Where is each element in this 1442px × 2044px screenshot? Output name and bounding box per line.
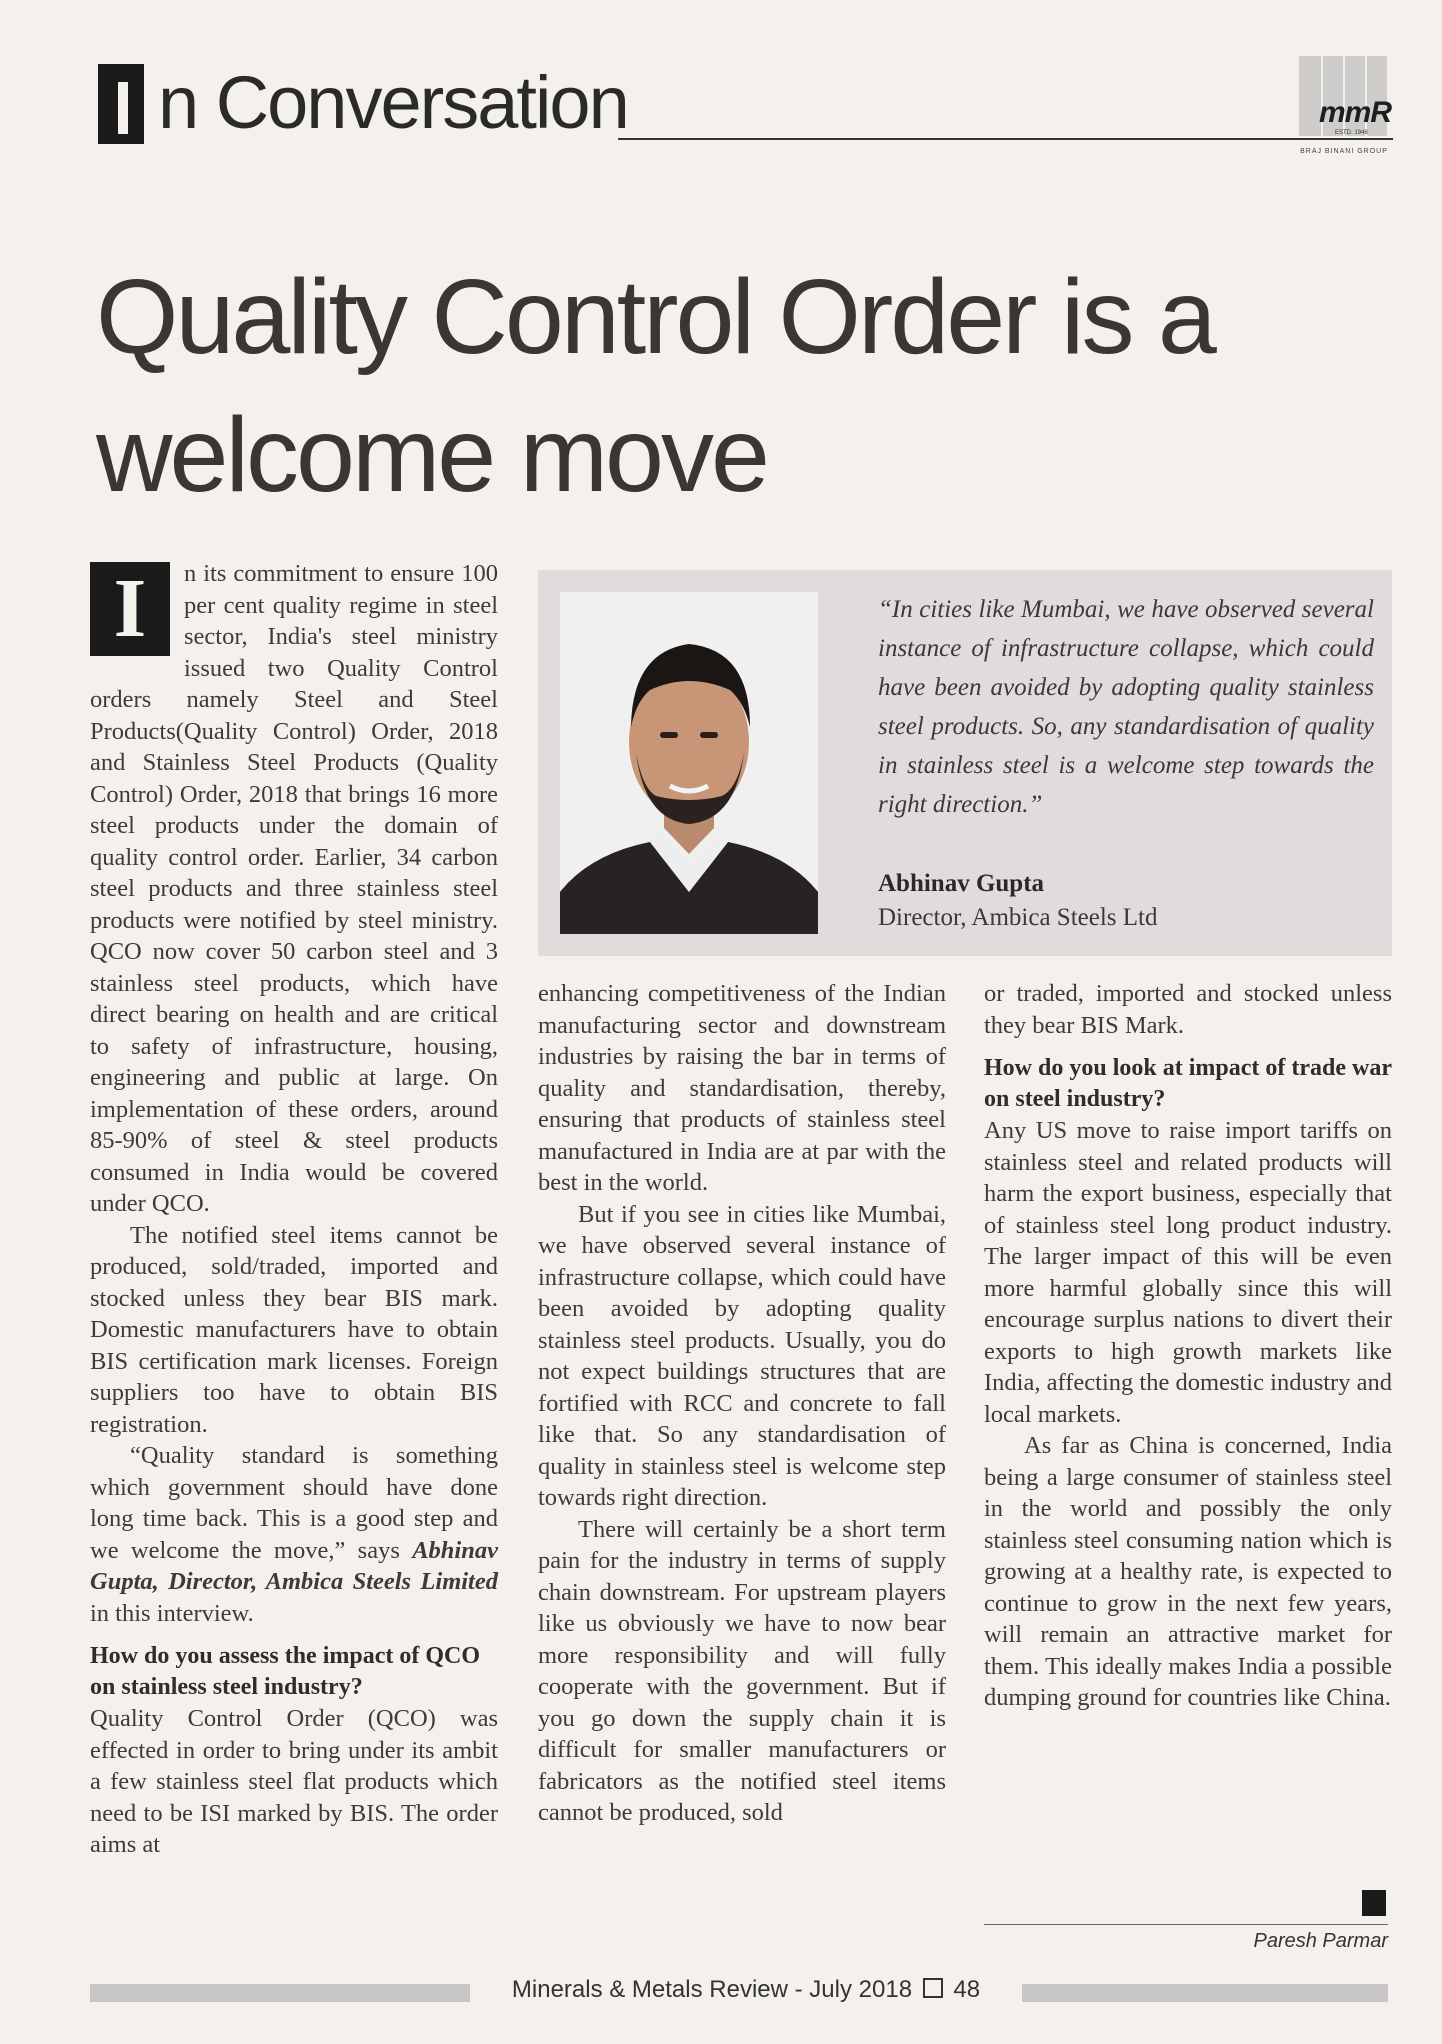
article-title — [96, 248, 1336, 524]
column-3 — [984, 978, 1392, 1714]
title-line-2: welcome move — [96, 396, 767, 514]
answer-1-paragraph-3-end: or traded, imported and stocked unless they bear BIS Mark. — [984, 980, 1392, 1039]
page-number: 48 — [953, 1976, 981, 2003]
paragraph-3: “Quality standard is something which government should have done long time back. This is a good step and we welcome the move,” says Abhinav Gupta, Director, Ambica Steels Limited in this interview. — [90, 1442, 498, 1627]
pull-quote-role: Director, Ambica Steels Ltd — [878, 904, 1158, 931]
logo-estd: ESTD. 1948 — [1335, 130, 1368, 136]
logo-group-name: BRAJ BINANI GROUP — [1300, 148, 1388, 155]
interviewee-name: Abhinav Gupta, Director, Ambica Steels Limited — [90, 1536, 498, 1595]
section-header — [98, 60, 1298, 146]
question-2: How do you look at impact of trade war on steel industry? — [984, 1055, 1392, 1112]
answer-1-paragraph-3: There will certainly be a short term pain for the industry in terms of supply chain downstream. For upstream players like us obviously we have to now bear more responsibility and will fully cooperate with the government. But if you go down the supply chain it is difficult for smaller manufacturers or fabricators as the notified steel items cannot be produced, sold — [538, 1515, 946, 1826]
section-label: n Conversation — [158, 61, 628, 144]
title-line-1: Quality Control Order is a — [96, 258, 1214, 376]
column-1 — [90, 558, 498, 1861]
section-rule — [618, 138, 1393, 140]
pull-quote-author: Abhinav Gupta — [878, 870, 1045, 897]
pull-quote-box — [538, 570, 1392, 956]
publisher-logo — [1295, 56, 1393, 160]
page-footer — [478, 1976, 1014, 2004]
lead-paragraph — [90, 558, 498, 1220]
answer-2-paragraph-1: Any US move to raise import tariffs on stainless steel and related products will harm the export business, especially that of stainless steel long product industry. The larger impact of this will be even more harmful globally since this will encourage surplus nations to divert their exports to high growth markets like India, affecting the domestic industry and local markets. — [984, 1117, 1392, 1428]
answer-1-paragraph-2: But if you see in cities like Mumbai, we have observed several instance of infrastructure collapse, which could have been avoided by adopting quality stainless steel products. Usually, you do not expect buildings structures that are fortified with RCC and concrete to fall like that. So any standardisation of quality in stainless steel is welcome step towards right direction. — [538, 1200, 946, 1511]
answer-1-part-1: Quality Control Order (QCO) was effected in order to bring under its ambit a few stainless steel flat products which need to be ISI marked by BIS. The order aims at — [90, 1705, 498, 1858]
end-mark — [1362, 1890, 1386, 1916]
publication-name: Minerals & Metals Review - July 2018 — [511, 1976, 913, 2003]
interviewee-photo — [560, 592, 818, 934]
author-credit: Paresh Parmar — [1253, 1930, 1388, 1952]
pull-quote-text: “In cities like Mumbai, we have observed several instance of infrastructure collapse, which could have been avoided by adopting quality stainless steel products. So, any standardisation of quality in stainless steel is a welcome step towards the right direction.” — [878, 596, 1374, 818]
lead-text: n its commitment to ensure 100 per cent quality regime in steel sector, India's steel ministry issued two Quality Control orders namely Steel and Steel Products(Quality Control) Order, 2018 and Stainless Steel Products (Quality Control) Order, 2018 that brings 16 more steel products under the domain of quality control order. Earlier, 34 carbon steel products and three stainless steel products were notified by steel ministry. QCO now cover 50 carbon steel and 3 stainless steel products, which have direct bearing on health and are critical to safety of infrastructure, housing, engineering and public at large. On implementation of these orders, around 85-90% of steel & steel products consumed in India would be covered under QCO. — [90, 560, 498, 1217]
logo-mark: mmR — [1318, 96, 1391, 129]
footer-bar-left — [90, 1984, 470, 2002]
author-rule — [984, 1924, 1388, 1925]
section-initial-block — [98, 64, 144, 144]
paragraph-2: The notified steel items cannot be produced, sold/traded, imported and stocked unless they bear BIS mark. Domestic manufacturers have to obtain BIS certification mark licenses. Foreign suppliers too have to obtain BIS registration. — [90, 1221, 498, 1438]
question-1: How do you assess the impact of QCO on stainless steel industry? — [90, 1643, 481, 1700]
answer-2-paragraph-2: As far as China is concerned, India being a large consumer of stainless steel in the world and possibly the only stainless steel consuming nation which is growing at a healthy rate, is expected to continue to grow in the next few years, will remain an attractive market for them. This ideally makes India a possible dumping ground for countries like China. — [984, 1432, 1392, 1711]
footer-bar-right — [1022, 1984, 1388, 2002]
column-2 — [538, 978, 946, 1829]
drop-cap: I — [90, 562, 170, 656]
square-bullet-icon — [923, 1978, 943, 1998]
answer-1-part-2: enhancing competitiveness of the Indian manufacturing sector and downstream industries by raising the bar in terms of quality and standardisation, thereby, ensuring that products of stainless steel manufactured in India are at par with the best in the world. — [538, 980, 946, 1196]
portrait-image — [560, 592, 818, 934]
